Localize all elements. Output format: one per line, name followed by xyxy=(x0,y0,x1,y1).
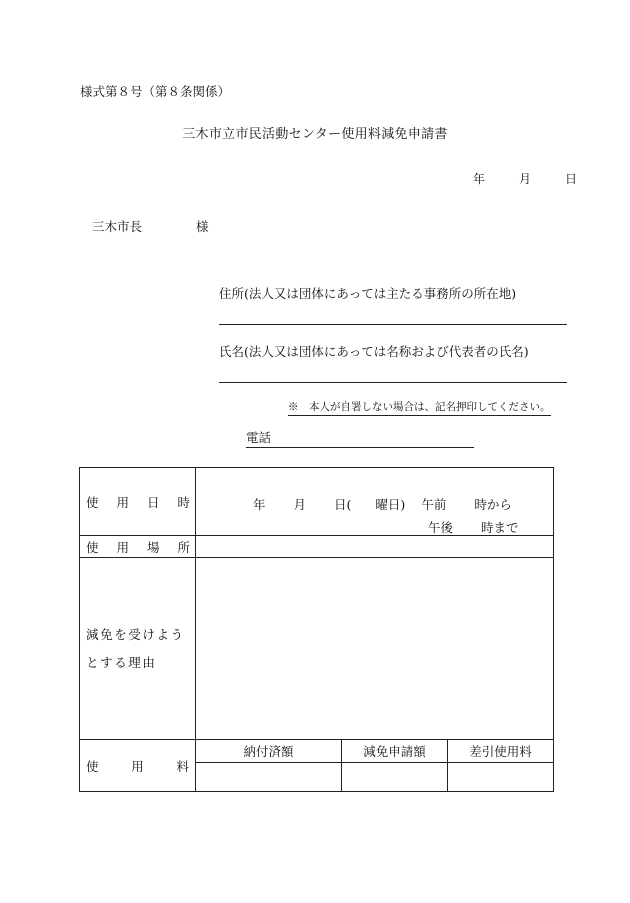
usage-pm-label: 午後 xyxy=(428,520,454,535)
usage-datetime-field[interactable] xyxy=(196,468,554,536)
seal-note: ※ 本人が自署しない場合は、記名押印してください。 xyxy=(288,399,551,416)
application-date[interactable] xyxy=(473,170,577,187)
phone-field[interactable] xyxy=(246,428,474,448)
fee-reduction-header: 減免申請額 xyxy=(342,740,448,763)
usage-year-label: 年 xyxy=(253,497,266,512)
document-title: 三木市立市民活動センター使用料減免申請書 xyxy=(182,127,448,142)
name-field[interactable] xyxy=(219,382,567,383)
label-char: 時 xyxy=(177,494,190,510)
addressee xyxy=(92,217,209,235)
addressee-name: 三木市長 xyxy=(92,219,143,234)
usage-datetime-row-2 xyxy=(428,518,519,536)
fee-reduction-field[interactable] xyxy=(342,763,448,792)
label-char: 料 xyxy=(176,758,189,774)
phone-label: 電話 xyxy=(246,428,474,448)
label-char: 用 xyxy=(116,494,129,510)
usage-place-field[interactable] xyxy=(196,536,554,558)
usage-datetime-row-1 xyxy=(253,495,512,513)
usage-day-label: 日( xyxy=(334,497,352,512)
usage-from-label: 時から xyxy=(474,497,512,512)
label-char: 使 xyxy=(86,539,99,555)
label-char: 用 xyxy=(131,758,144,774)
label-char: 場 xyxy=(146,539,160,555)
fee-net-header: 差引使用料 xyxy=(448,740,554,763)
label-char: 使 xyxy=(86,494,99,510)
reason-label-text: 減免を受けようとする理由 xyxy=(86,626,185,670)
reason-label xyxy=(80,558,196,740)
addressee-honorific: 様 xyxy=(196,219,209,234)
name-label: 氏名(法人又は団体にあっては名称および代表者の氏名) xyxy=(219,344,529,359)
address-field[interactable] xyxy=(219,324,567,325)
fee-label xyxy=(80,740,196,792)
fee-net-field[interactable] xyxy=(448,763,554,792)
usage-place-label xyxy=(80,536,196,558)
label-char: 用 xyxy=(116,539,129,555)
form-number: 様式第８号（第８条関係） xyxy=(80,84,231,99)
usage-table xyxy=(79,467,554,792)
date-month-label: 月 xyxy=(519,172,532,186)
reason-field[interactable] xyxy=(196,558,554,740)
usage-am-label: 午前 xyxy=(421,497,447,512)
usage-weekday-label: 曜日) xyxy=(375,497,406,512)
address-label: 住所(法人又は団体にあっては主たる事務所の所在地) xyxy=(219,286,517,301)
date-year-label: 年 xyxy=(473,172,486,186)
usage-datetime-label xyxy=(80,468,196,536)
fee-paid-field[interactable] xyxy=(196,763,342,792)
label-char: 使 xyxy=(86,758,99,774)
fee-paid-header: 納付済額 xyxy=(196,740,342,763)
label-char: 所 xyxy=(177,539,190,555)
usage-month-label: 月 xyxy=(293,497,307,512)
date-day-label: 日 xyxy=(565,172,578,186)
usage-until-label: 時まで xyxy=(481,520,519,535)
label-char: 日 xyxy=(146,494,160,510)
